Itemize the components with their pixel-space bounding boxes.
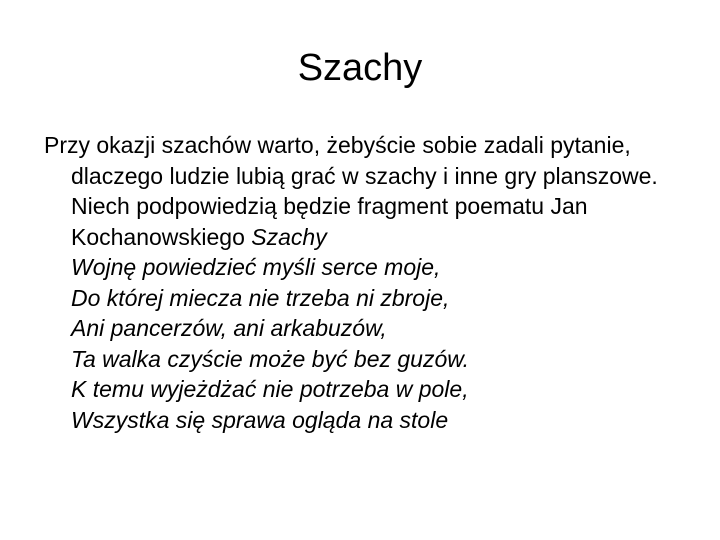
poem-line: Wszystka się sprawa ogląda na stole <box>71 406 449 433</box>
poem-line: Wojnę powiedzieć myśli serce moje, <box>71 254 441 280</box>
poem-line: K temu wyjeżdżać nie potrzeba w pole, <box>71 376 469 402</box>
poem-excerpt <box>44 252 684 435</box>
slide-title: Szachy <box>297 47 423 89</box>
intro-text: Przy okazji szachów warto, żebyście sobie zadali pytanie, dlaczego ludzie lubią grać w szachy i inne gry planszowe. Niech podpowiedzią będzie fragment poematu Jan Kochanowskiego <box>44 132 658 250</box>
slide-body <box>44 130 684 435</box>
poem-title: Szachy <box>251 223 327 250</box>
poem-line: Ani pancerzów, ani arkabuzów, <box>71 315 387 341</box>
poem-line: Do której miecza nie trzeba ni zbroje, <box>71 284 450 311</box>
poem-line: Ta walka czyście może być bez guzów. <box>71 345 469 372</box>
intro-paragraph <box>44 130 684 252</box>
